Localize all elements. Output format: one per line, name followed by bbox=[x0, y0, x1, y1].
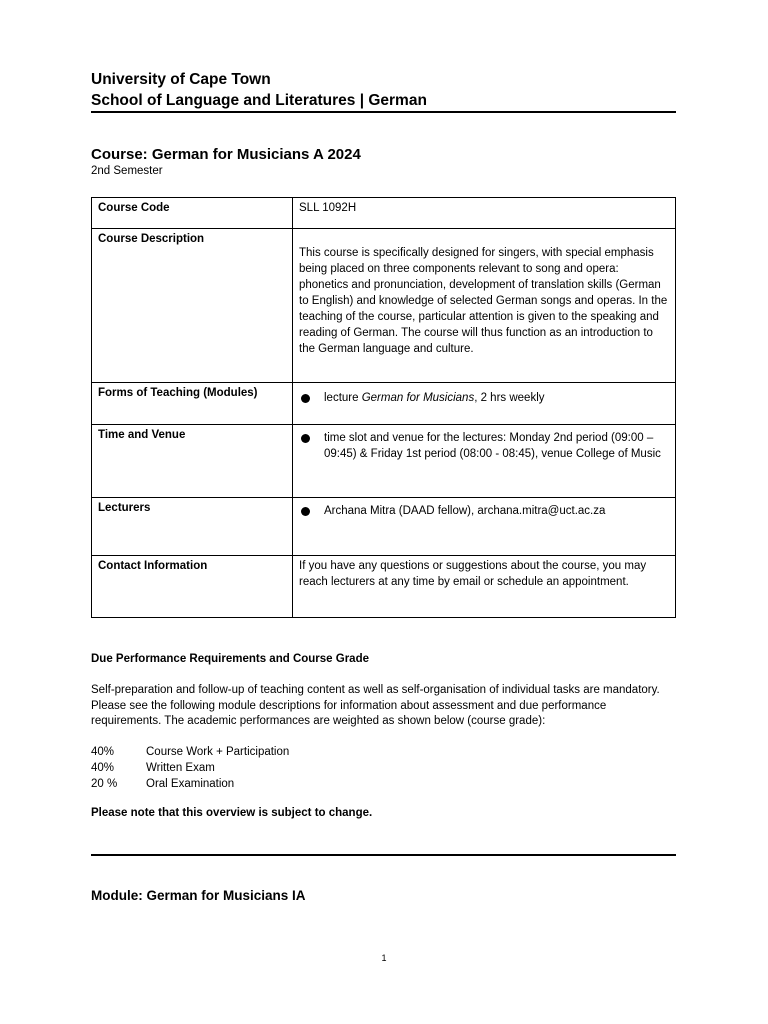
page-number: 1 bbox=[381, 953, 387, 963]
performance-paragraph: Self-preparation and follow-up of teaching content as well as self-organisation of individual tasks are mandatory. Please see the following module descriptions for information about assessment and due performance requirements. The academic performances are weighted as shown below (course grade): bbox=[91, 684, 660, 727]
overview-note: Please note that this overview is subject to change. bbox=[91, 807, 373, 819]
list-item bbox=[91, 761, 289, 777]
grade-percent: 40% bbox=[91, 746, 115, 758]
table-row bbox=[92, 556, 676, 618]
forms-suffix: , 2 hrs weekly bbox=[474, 392, 545, 404]
course-description-value: This course is specifically designed for singers, with special emphasis being placed on three components relevant to song and opera: phonetics and pronunciation, development of translation skills (German to English) and knowledge of selected German songs and operas. In the teaching of the course, particular attention is given to the speaking and reading of German. The course will thus function as an introduction to the German language and culture. bbox=[299, 247, 668, 355]
time-venue-label: Time and Venue bbox=[92, 425, 293, 498]
course-title: Course: German for Musicians A 2024 bbox=[91, 146, 361, 163]
course-code-label: Course Code bbox=[92, 198, 293, 229]
table-row bbox=[92, 425, 676, 498]
table-row bbox=[92, 229, 676, 383]
bullet-icon bbox=[301, 434, 310, 443]
contact-label: Contact Information bbox=[92, 556, 293, 618]
time-venue-cell bbox=[293, 425, 676, 498]
grade-percent: 20 % bbox=[91, 777, 118, 790]
module-title: Module: German for Musicians IA bbox=[91, 888, 306, 903]
lecturers-label: Lecturers bbox=[92, 498, 293, 556]
forms-of-teaching-cell bbox=[293, 383, 676, 425]
course-description-label: Course Description bbox=[92, 229, 293, 383]
grade-list bbox=[91, 745, 289, 792]
forms-of-teaching-value bbox=[324, 390, 545, 406]
document-header bbox=[91, 69, 427, 111]
time-venue-value: time slot and venue for the lectures: Monday 2nd period (09:00 – 09:45) & Friday 1st period (08:00 - 08:45), venue College of Music bbox=[324, 432, 661, 460]
course-info-table bbox=[91, 197, 676, 618]
grade-label: Written Exam bbox=[146, 761, 215, 774]
table-row bbox=[92, 198, 676, 229]
list-item bbox=[91, 777, 289, 793]
list-item bbox=[299, 427, 669, 462]
table-row bbox=[92, 498, 676, 556]
lecturers-value: Archana Mitra (DAAD fellow), archana.mitra@uct.ac.za bbox=[324, 505, 606, 517]
bullet-icon bbox=[301, 394, 310, 403]
forms-of-teaching-label: Forms of Teaching (Modules) bbox=[92, 383, 293, 425]
grade-label: Course Work + Participation bbox=[146, 746, 290, 758]
course-description-cell bbox=[293, 229, 676, 383]
course-semester: 2nd Semester bbox=[91, 165, 163, 177]
forms-italic: German for Musicians bbox=[361, 392, 475, 404]
list-item bbox=[91, 745, 289, 761]
contact-value: If you have any questions or suggestions about the course, you may reach lecturers at any time by email or schedule an appointment. bbox=[293, 556, 676, 618]
section-divider bbox=[91, 854, 676, 856]
course-code-value: SLL 1092H bbox=[293, 198, 676, 229]
list-item bbox=[299, 385, 669, 406]
grade-label: Oral Examination bbox=[146, 777, 235, 790]
grade-percent: 40% bbox=[91, 761, 115, 774]
header-divider bbox=[91, 111, 676, 113]
bullet-icon bbox=[301, 507, 310, 516]
school-name: School of Language and Literatures | German bbox=[91, 92, 427, 109]
forms-prefix: lecture bbox=[324, 392, 362, 404]
performance-title: Due Performance Requirements and Course Grade bbox=[91, 653, 369, 665]
list-item bbox=[299, 500, 669, 519]
university-name: University of Cape Town bbox=[91, 71, 271, 88]
table-row bbox=[92, 383, 676, 425]
lecturers-cell bbox=[293, 498, 676, 556]
